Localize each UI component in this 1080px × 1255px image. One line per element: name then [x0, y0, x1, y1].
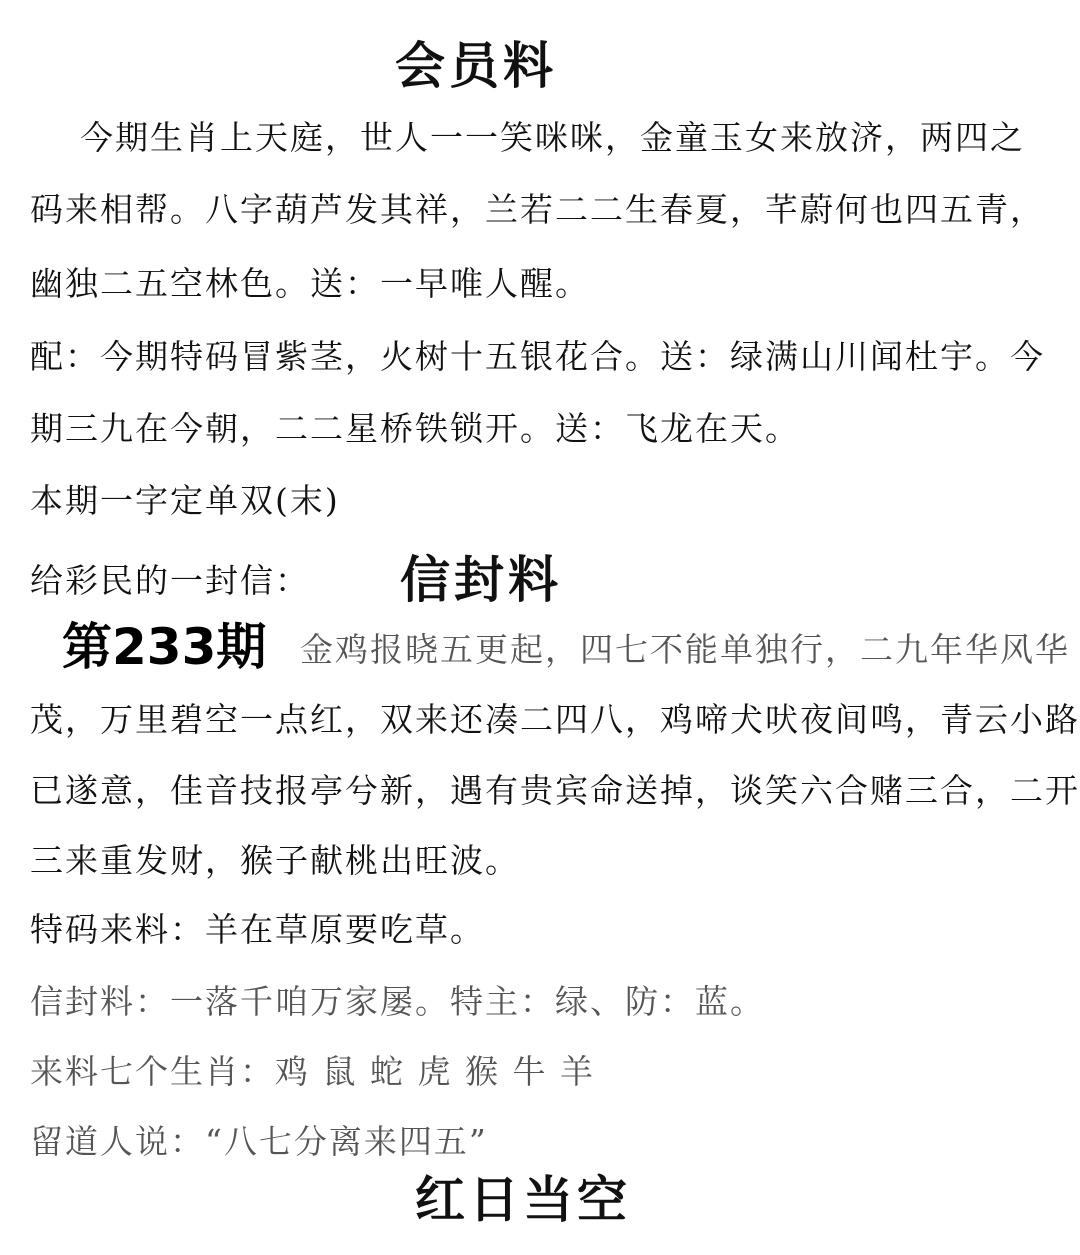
issue-stamp: 第233期	[58, 616, 270, 678]
paragraph-2-line-2: 期三九在今朝，二二星桥铁锁开。送：飞龙在天。	[30, 409, 800, 448]
quote-line: 留道人说：“八七分离来四五”	[30, 1122, 488, 1161]
paragraph-4-line-3: 已遂意，佳音技报亭兮新，遇有贵宾命送掉，谈笑六合赌三合，二开	[30, 771, 1080, 810]
paragraph-2-line-1: 配：今期特码冒紫茎，火树十五银花合。送：绿满山川闻杜宇。今	[30, 337, 1045, 376]
special-code-line: 特码来料：羊在草原要吃草。	[30, 910, 485, 949]
title-member-material: 会员料	[395, 36, 557, 95]
paragraph-4-line-2: 茂，万里碧空一点红，双来还凑二四八，鸡啼犬吠夜间鸣，青云小路	[30, 700, 1080, 739]
paragraph-1-line-1: 今期生肖上天庭，世人一一笑咪咪，金童玉女来放济，两四之	[80, 118, 1025, 157]
title-red-sun: 红日当空	[415, 1170, 631, 1229]
paragraph-1-line-3: 幽独二五空林色。送：一早唯人醒。	[30, 264, 590, 303]
title-envelope-material: 信封料	[400, 550, 562, 609]
paragraph-4-line-1: 金鸡报晓五更起，四七不能单独行，二九年华风华	[300, 630, 1070, 669]
envelope-line: 信封料：一落千咱万家屡。特主：绿、防：蓝。	[30, 982, 765, 1021]
zodiac-line: 来料七个生肖：鸡 鼠 蛇 虎 猴 牛 羊	[30, 1052, 595, 1091]
paragraph-4-line-4: 三来重发财，猴子献桃出旺波。	[30, 841, 520, 880]
single-double-line: 本期一字定单双(末)	[30, 481, 340, 520]
letter-label: 给彩民的一封信：	[30, 561, 310, 600]
paragraph-1-line-2: 码来相帮。八字葫芦发其祥，兰若二二生春夏，芊蔚何也四五青，	[30, 190, 1045, 229]
